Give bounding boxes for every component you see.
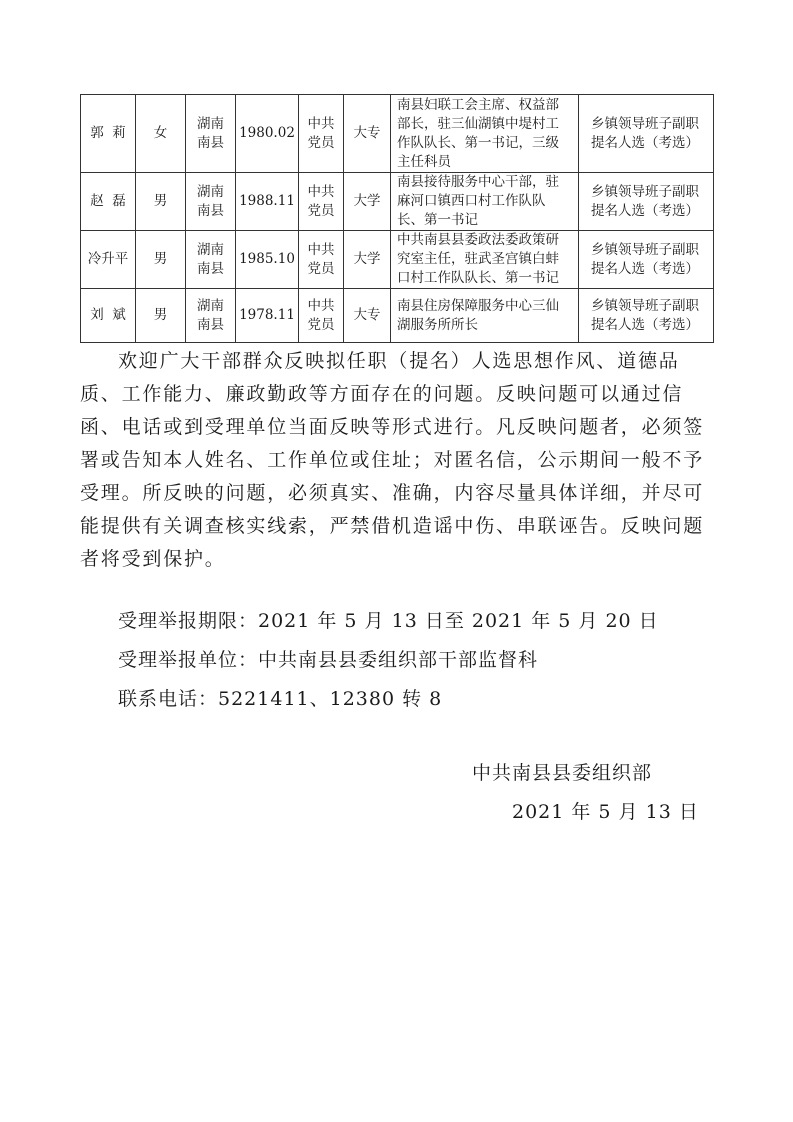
cell-party: 中共党员 [299, 95, 344, 173]
cell-birthplace: 湖南南县 [186, 173, 236, 231]
cell-party: 中共党员 [299, 289, 344, 343]
cell-name: 赵 磊 [81, 173, 136, 231]
cell-name: 郭 莉 [81, 95, 136, 173]
table-row [81, 231, 714, 289]
cell-proposed: 乡镇领导班子副职提名人选（考选） [579, 95, 714, 173]
signature-org: 中共南县县委组织部 [472, 762, 653, 784]
report-period: 受理举报期限：2021 年 5 月 13 日至 2021 年 5 月 20 日 [118, 610, 659, 632]
report-unit: 受理举报单位：中共南县县委组织部干部监督科 [118, 649, 539, 671]
cell-position: 中共南县县委政法委政策研究室主任，驻武圣宫镇白蚌口村工作队队长、第一书记 [391, 231, 579, 289]
cell-education: 大学 [344, 173, 391, 231]
cell-birthplace: 湖南南县 [186, 95, 236, 173]
table-row [81, 289, 714, 343]
cell-proposed: 乡镇领导班子副职提名人选（考选） [579, 231, 714, 289]
notice-paragraph: 欢迎广大干部群众反映拟任职（提名）人选思想作风、道德品质、工作能力、廉政勤政等方面存在的问题。反映问题可以通过信函、电话或到受理单位当面反映等形式进行。凡反映问题者，必须签署或告知本人姓名、工作单位或住址；对匿名信，公示期间一般不予受理。所反映的问题，必须真实、准确，内容尽量具体详细，并尽可能提供有关调查核实线索，严禁借机造谣中伤、串联诬告。反映问题者将受到保护。 [80, 350, 705, 570]
cell-birth: 1978.11 [236, 289, 299, 343]
cell-birthplace: 湖南南县 [186, 289, 236, 343]
cell-position: 南县妇联工会主席、权益部部长，驻三仙湖镇中堤村工作队队长、第一书记，三级主任科员 [391, 95, 579, 173]
cell-birthplace: 湖南南县 [186, 231, 236, 289]
cell-education: 大专 [344, 95, 391, 173]
cell-proposed: 乡镇领导班子副职提名人选（考选） [579, 289, 714, 343]
contact-phone: 联系电话：5221411、12380 转 8 [118, 688, 443, 710]
cell-birth: 1985.10 [236, 231, 299, 289]
cell-party: 中共党员 [299, 231, 344, 289]
signature-date: 2021 年 5 月 13 日 [512, 801, 699, 823]
cell-party: 中共党员 [299, 173, 344, 231]
cell-birth: 1988.11 [236, 173, 299, 231]
cell-education: 大学 [344, 231, 391, 289]
cell-gender: 男 [136, 231, 186, 289]
cell-gender: 男 [136, 289, 186, 343]
table-row [81, 95, 714, 173]
cell-birth: 1980.02 [236, 95, 299, 173]
cell-gender: 女 [136, 95, 186, 173]
cell-proposed: 乡镇领导班子副职提名人选（考选） [579, 173, 714, 231]
cell-education: 大专 [344, 289, 391, 343]
table-row [81, 173, 714, 231]
cell-position: 南县住房保障服务中心三仙湖服务所所长 [391, 289, 579, 343]
cell-name: 刘 斌 [81, 289, 136, 343]
cell-gender: 男 [136, 173, 186, 231]
candidate-table [80, 94, 714, 343]
cell-position: 南县接待服务中心干部，驻麻河口镇西口村工作队队长、第一书记 [391, 173, 579, 231]
cell-name: 冷升平 [81, 231, 136, 289]
